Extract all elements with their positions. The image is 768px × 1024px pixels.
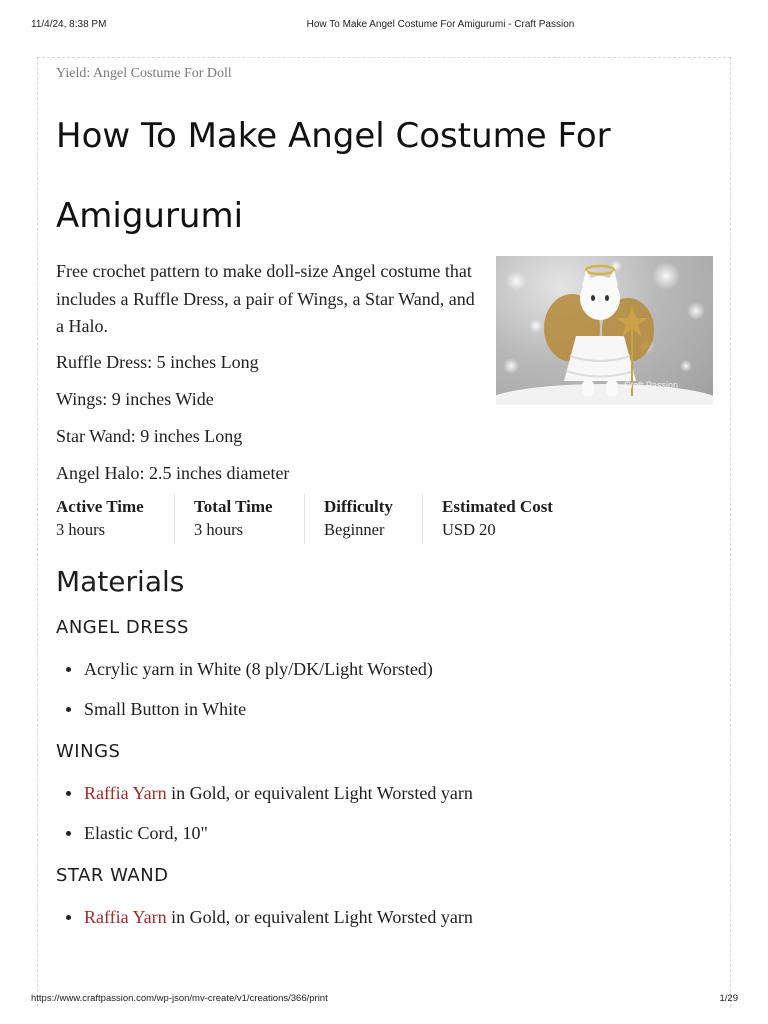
recipe-times bbox=[56, 496, 716, 560]
photo-watermark: Craft Passion bbox=[624, 380, 679, 390]
angel-doll-image bbox=[496, 256, 713, 405]
spec-wings: Wings: 9 inches Wide bbox=[56, 388, 214, 409]
bullet-icon bbox=[66, 707, 71, 712]
material-text: Small Button in White bbox=[84, 699, 247, 719]
print-page-number: 1/29 bbox=[719, 993, 738, 1004]
materials-list-wings bbox=[56, 780, 716, 846]
time-value: 3 hours bbox=[194, 520, 244, 539]
bullet-icon bbox=[66, 667, 71, 672]
print-header bbox=[0, 19, 768, 33]
recipe-summary bbox=[56, 258, 476, 487]
material-text: in Gold, or equivalent Light Worsted yarn bbox=[166, 783, 473, 803]
list-item bbox=[84, 696, 716, 722]
time-active bbox=[56, 496, 144, 546]
time-label: Active Time bbox=[56, 497, 144, 516]
recipe-title bbox=[56, 96, 696, 256]
recipe-description: Free crochet pattern to make doll-size Angel costume that includes a Ruffle Dress, a pair of Wings, a Star Wand, and a Halo. bbox=[56, 261, 475, 336]
time-label: Difficulty bbox=[324, 497, 393, 516]
time-value: USD 20 bbox=[442, 520, 496, 539]
time-divider bbox=[422, 493, 423, 544]
time-divider bbox=[174, 493, 175, 544]
list-item bbox=[84, 904, 716, 930]
recipe-content bbox=[56, 66, 716, 944]
bullet-icon bbox=[66, 791, 71, 796]
time-label: Total Time bbox=[194, 497, 273, 516]
recipe-title-line2: Amigurumi bbox=[56, 196, 244, 236]
raffia-yarn-link[interactable]: Raffia Yarn bbox=[84, 783, 167, 803]
list-item bbox=[84, 820, 716, 846]
materials-heading: Materials bbox=[56, 565, 185, 598]
time-total bbox=[194, 496, 273, 546]
raffia-yarn-link[interactable]: Raffia Yarn bbox=[84, 907, 167, 927]
print-footer bbox=[0, 993, 768, 1007]
materials-group-heading-angel-dress: ANGEL DRESS bbox=[56, 617, 189, 638]
print-datetime: 11/4/24, 8:38 PM bbox=[31, 19, 107, 30]
materials-list-star-wand bbox=[56, 904, 716, 930]
material-text: Elastic Cord, 10" bbox=[84, 823, 208, 843]
print-page-title: How To Make Angel Costume For Amigurumi - Craft Passion bbox=[306, 19, 575, 30]
list-item bbox=[84, 656, 716, 682]
materials-list-angel-dress bbox=[56, 656, 716, 722]
material-text: in Gold, or equivalent Light Worsted yarn bbox=[166, 907, 473, 927]
materials-group-heading-star-wand: STAR WAND bbox=[56, 865, 169, 886]
time-divider bbox=[304, 493, 305, 544]
materials-group-heading-wings: WINGS bbox=[56, 741, 121, 762]
recipe-photo bbox=[496, 256, 713, 405]
bullet-icon bbox=[66, 831, 71, 836]
time-difficulty bbox=[324, 496, 393, 546]
list-item bbox=[84, 780, 716, 806]
time-value: 3 hours bbox=[56, 520, 106, 539]
spec-angel-halo: Angel Halo: 2.5 inches diameter bbox=[56, 462, 290, 483]
recipe-intro bbox=[56, 258, 716, 496]
time-label: Estimated Cost bbox=[442, 497, 553, 516]
print-url: https://www.craftpassion.com/wp-json/mv-create/v1/creations/366/print bbox=[31, 993, 328, 1004]
recipe-title-line1: How To Make Angel Costume For bbox=[56, 116, 611, 156]
time-estimated-cost bbox=[442, 496, 553, 546]
recipe-yield: Yield: Angel Costume For Doll bbox=[56, 66, 232, 81]
time-value: Beginner bbox=[324, 520, 385, 539]
spec-star-wand: Star Wand: 9 inches Long bbox=[56, 425, 243, 446]
material-text: Acrylic yarn in White (8 ply/DK/Light Worsted) bbox=[84, 659, 433, 679]
bullet-icon bbox=[66, 915, 71, 920]
spec-ruffle-dress: Ruffle Dress: 5 inches Long bbox=[56, 351, 259, 372]
